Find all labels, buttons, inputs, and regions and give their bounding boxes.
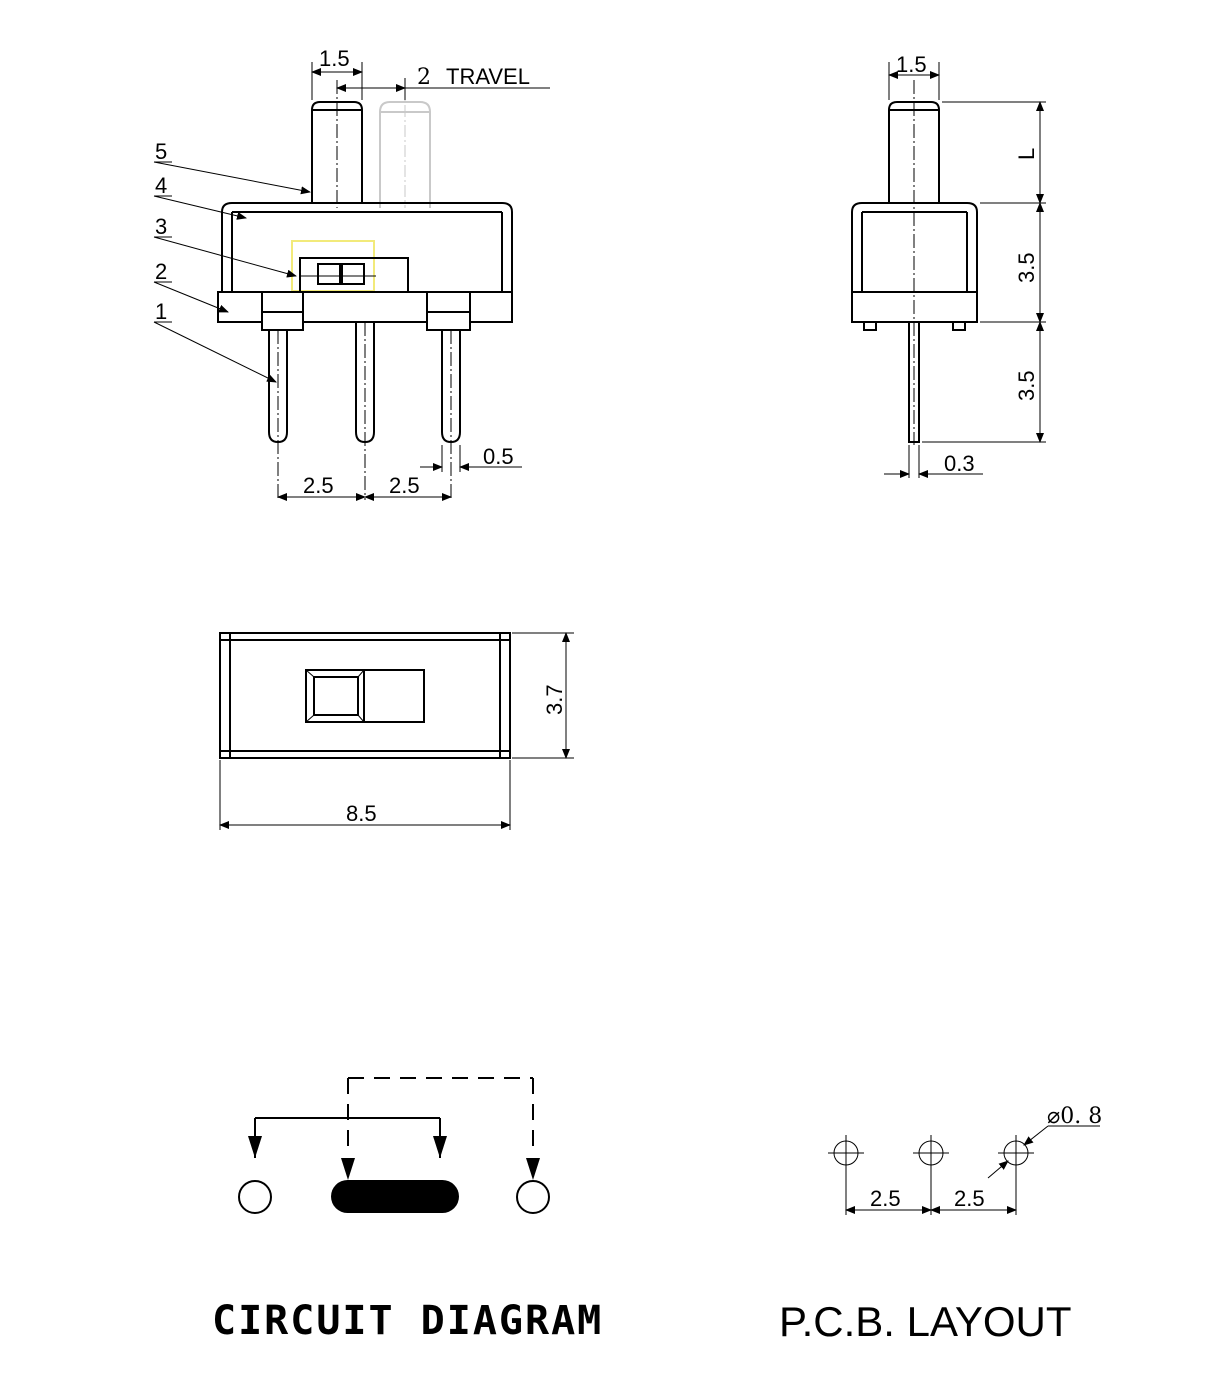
arrow-head: [526, 1158, 540, 1180]
dim-pin-width-label: 0.5: [483, 444, 514, 469]
dim-travel-label: TRAVEL: [446, 64, 530, 89]
side-view: [154, 46, 550, 500]
dim-travel-value: 2: [417, 65, 431, 90]
end-dim-actuator-width-label: 1.5: [896, 52, 927, 77]
dim-actuator-width-label: 1.5: [319, 46, 350, 71]
part-label-3: 3: [155, 214, 168, 239]
part-label-1: 1: [155, 299, 168, 324]
end-dim-body-height-label: 3.5: [1014, 252, 1039, 283]
circuit-diagram-title: CIRCUIT DIAGRAM: [212, 1298, 604, 1344]
top-view: [220, 633, 574, 830]
arrow-head: [341, 1158, 355, 1180]
part-label-5: 5: [155, 139, 168, 164]
end-dim-pin-thickness-label: 0.3: [944, 451, 975, 476]
terminal-right: [517, 1181, 549, 1213]
part-label-4: 4: [155, 173, 168, 198]
dim-pitch-left-label: 2.5: [303, 473, 334, 498]
end-dim-pin-length-label: 3.5: [1014, 370, 1039, 401]
circuit-diagram: [239, 1078, 549, 1213]
terminal-left: [239, 1181, 271, 1213]
pcb-hole: [913, 1135, 949, 1215]
end-dim-L-label: L: [1014, 147, 1039, 160]
dim-pitch-right-label: 2.5: [389, 473, 420, 498]
part-label-2: 2: [155, 259, 168, 284]
pcb-hole: [828, 1135, 864, 1215]
pcb-hole-diameter-label: ⌀0. 8: [1047, 1104, 1103, 1129]
pcb-pitch-left-label: 2.5: [870, 1186, 901, 1211]
pins: [269, 322, 460, 500]
pcb-layout-title: P.C.B. LAYOUT: [779, 1298, 1072, 1345]
housing: [222, 203, 512, 292]
actuator: [312, 80, 362, 208]
top-dim-width-label: 3.7: [542, 684, 567, 715]
top-dim-length-label: 8.5: [346, 801, 377, 826]
pcb-pitch-right-label: 2.5: [954, 1186, 985, 1211]
slider: [292, 241, 408, 292]
actuator-travel-ghost: [380, 85, 430, 208]
pcb-hole: [988, 1126, 1100, 1215]
common-contact: [331, 1180, 459, 1213]
